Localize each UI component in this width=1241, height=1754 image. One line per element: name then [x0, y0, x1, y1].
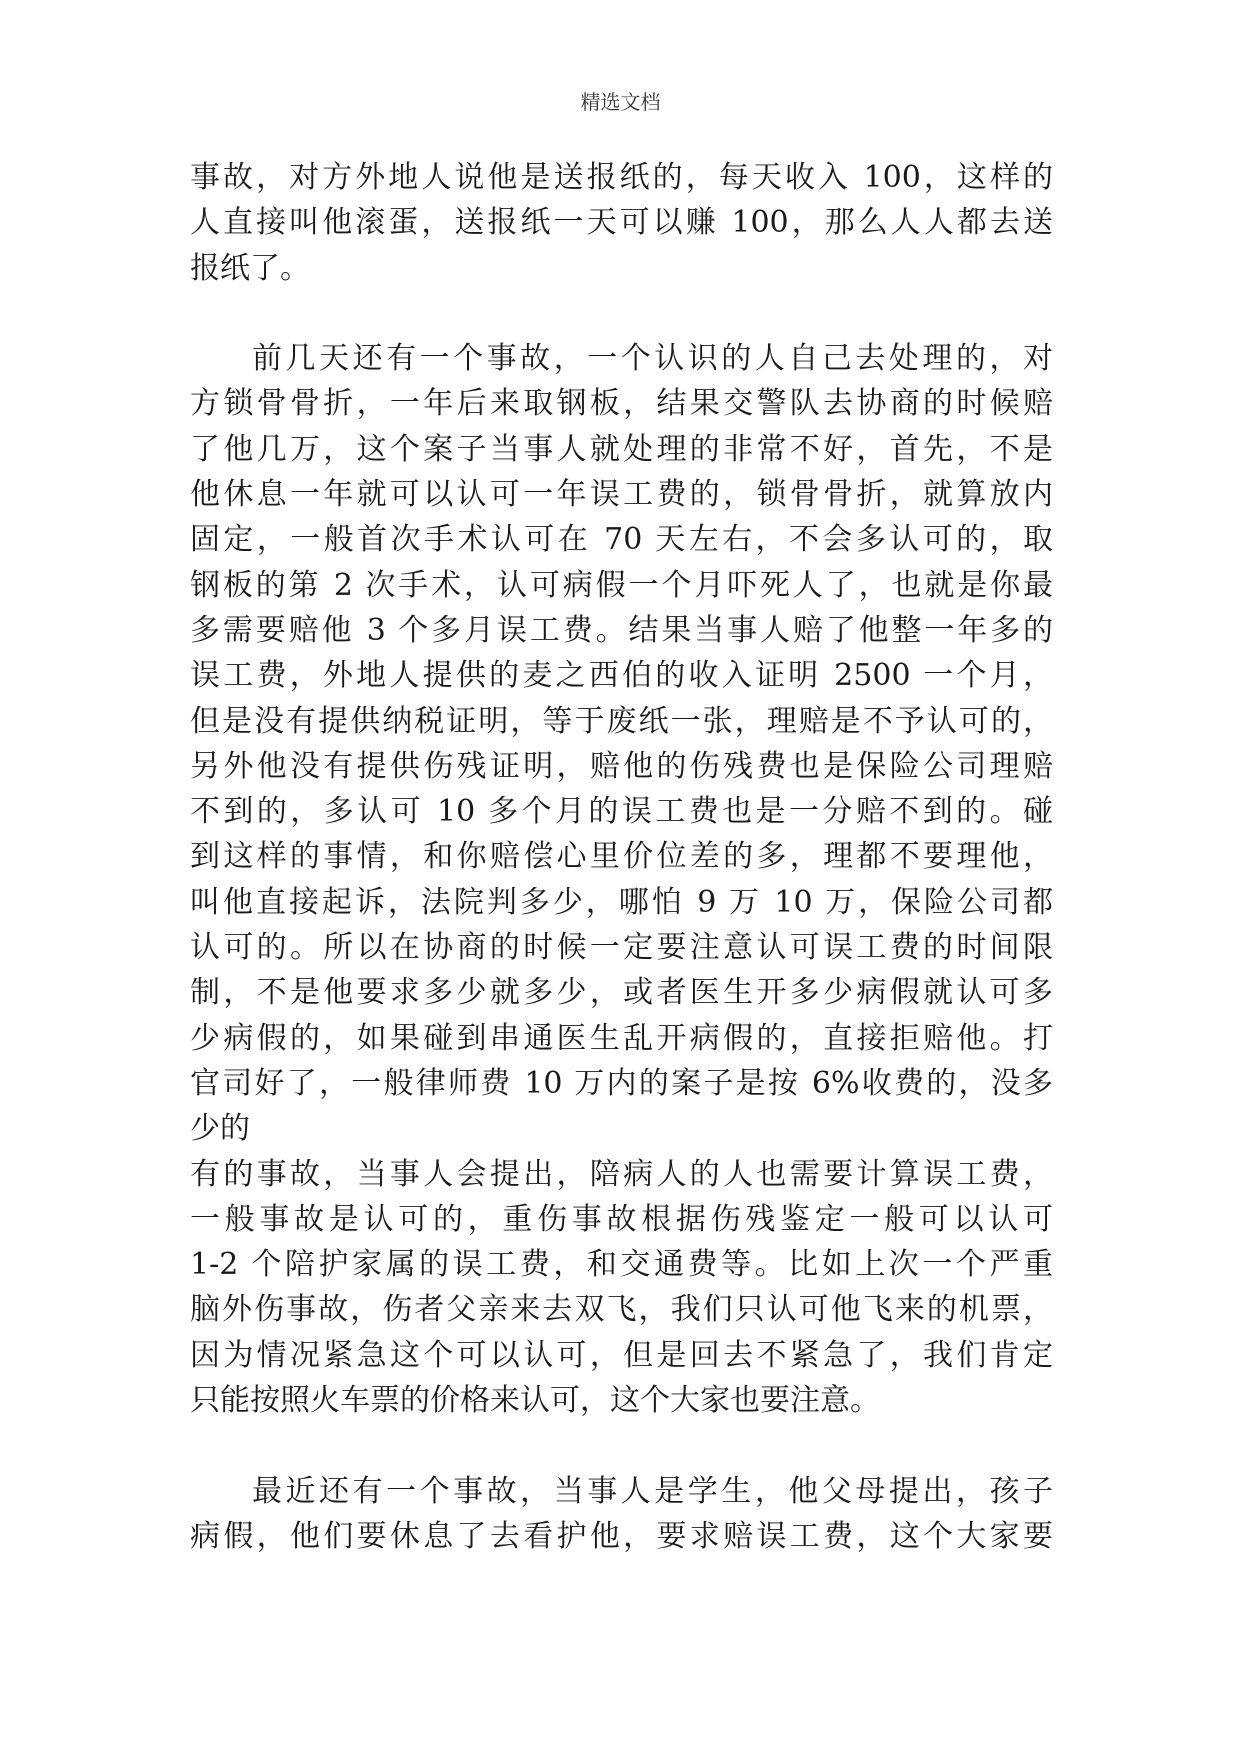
text-line: 但是没有提供纳税证明，等于废纸一张，理赔是不予认可的，	[190, 703, 1053, 739]
document-body	[190, 155, 1053, 1559]
text-line: 因为情况紧急这个可以认可，但是回去不紧急了，我们肯定	[190, 1337, 1053, 1373]
text-line: 多需要赔他 3 个多月误工费。结果当事人赔了他整一年多的	[190, 612, 1053, 648]
text-line: 认可的。所以在协商的时候一定要注意认可误工费的时间限	[190, 930, 1053, 966]
text-line: 制，不是他要求多少就多少，或者医生开多少病假就认可多	[190, 975, 1053, 1011]
text-line: 方锁骨骨折，一年后来取钢板，结果交警队去协商的时候赔	[190, 386, 1053, 422]
text-line: 到这样的事情，和你赔偿心里价位差的多，理都不要理他，	[190, 839, 1053, 875]
text-line: 事故，对方外地人说他是送报纸的，每天收入 100，这样的	[190, 160, 1053, 195]
text-line: 最近还有一个事故，当事人是学生，他父母提出，孩子	[252, 1473, 1053, 1509]
text-line: 前几天还有一个事故，一个认识的人自己去处理的，对	[252, 341, 1053, 377]
text-line: 官司好了，一般律师费 10 万内的案子是按 6%收费的，没多	[190, 1065, 1053, 1101]
text-line: 病假，他们要休息了去看护他，要求赔误工费，这个大家要	[190, 1518, 1053, 1554]
text-line: 固定，一般首次手术认可在 70 天左右，不会多认可的，取	[190, 522, 1053, 558]
text-line: 少病假的，如果碰到串通医生乱开病假的，直接拒赔他。打	[190, 1020, 1053, 1056]
text-line: 误工费，外地人提供的麦之西伯的收入证明 2500 一个月，	[190, 658, 1053, 694]
text-line: 钢板的第 2 次手术，认可病假一个月吓死人了，也就是你最	[190, 567, 1053, 603]
text-line: 一般事故是认可的，重伤事故根据伤残鉴定一般可以认可	[190, 1201, 1053, 1237]
text-line: 另外他没有提供伤残证明，赔他的伤残费也是保险公司理赔	[190, 748, 1053, 784]
text-line: 人直接叫他滚蛋，送报纸一天可以赚 100，那么人人都去送	[190, 205, 1053, 241]
text-line: 有的事故，当事人会提出，陪病人的人也需要计算误工费，	[190, 1156, 1053, 1192]
page-header: 精选文档	[580, 90, 661, 114]
text-line: 1-2 个陪护家属的误工费，和交通费等。比如上次一个严重	[190, 1247, 1053, 1283]
text-line: 不到的，多认可 10 多个月的误工费也是一分赔不到的。碰	[190, 794, 1053, 830]
text-line: 脑外伤事故，伤者父亲来去双飞，我们只认可他飞来的机票，	[190, 1292, 1053, 1328]
paragraph-gap	[190, 1423, 1053, 1468]
text-line: 了他几万，这个案子当事人就处理的非常不好，首先，不是	[190, 431, 1053, 467]
text-line: 他休息一年就可以认可一年误工费的，锁骨骨折，就算放内	[190, 477, 1053, 513]
text-line: 报纸了。	[190, 250, 310, 286]
paragraph-gap	[190, 291, 1053, 336]
text-line: 只能按照火车票的价格来认可，这个大家也要注意。	[190, 1383, 880, 1419]
text-line: 叫他直接起诉，法院判多少，哪怕 9 万 10 万，保险公司都	[190, 884, 1053, 920]
text-line: 少的	[190, 1111, 250, 1147]
